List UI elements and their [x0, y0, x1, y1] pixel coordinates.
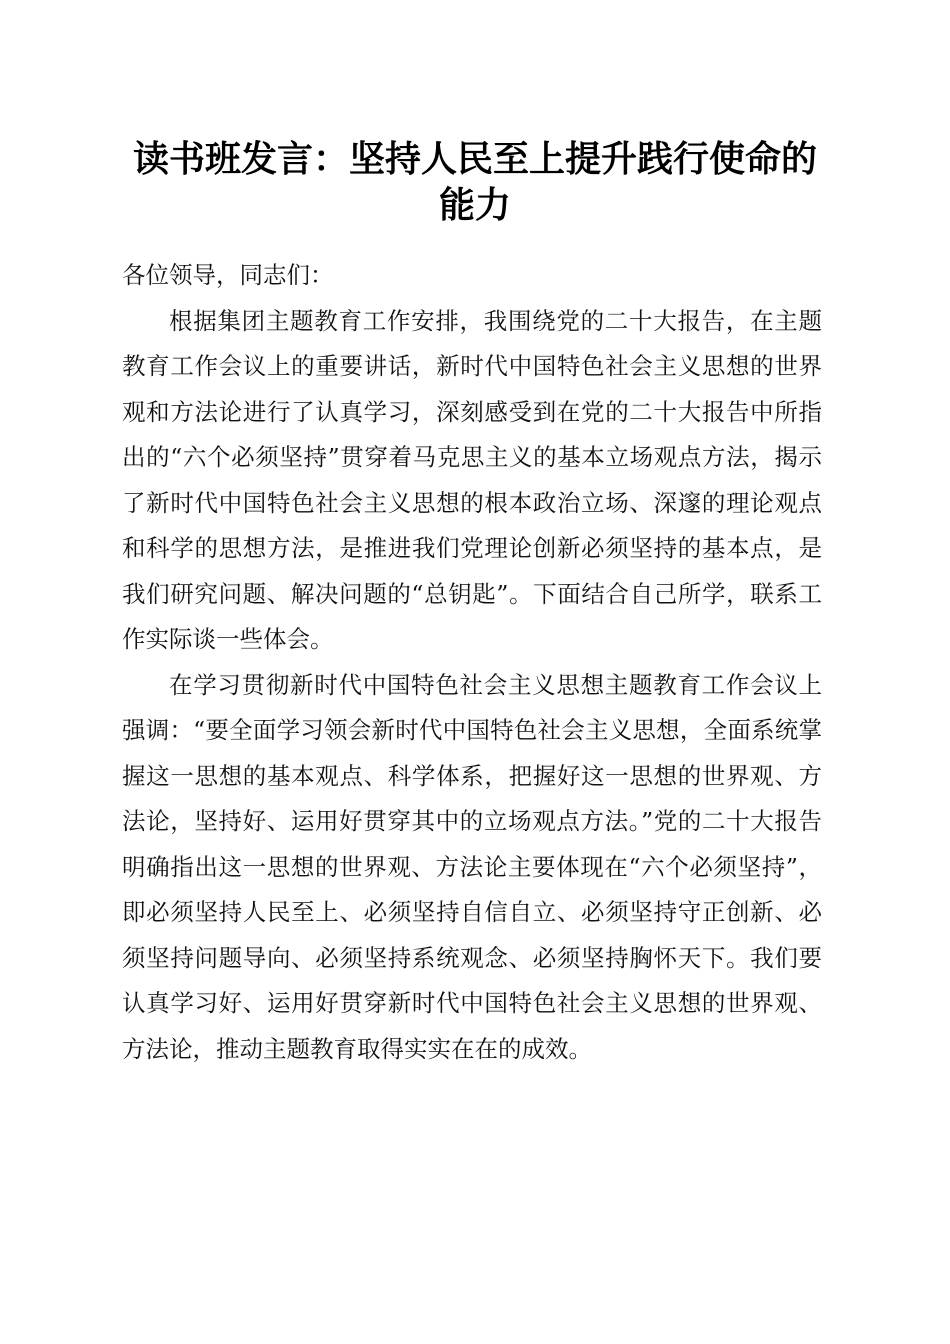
paragraph-2: 在学习贯彻新时代中国特色社会主义思想主题教育工作会议上强调：“要全面学习领会新时代中国特色社会主义思想，全面系统掌握这一思想的基本观点、科学体系，把握好这一思想的世界观、方法论，坚持好、运用好贯穿其中的立场观点方法。”党的二十大报告明确指出这一思想的世界观、方法论主要体现在“六个必须坚持”，即必须坚持人民至上、必须坚持自信自立、必须坚持守正创新、必须坚持问题导向、必须坚持系统观念、必须坚持胸怀天下。我们要认真学习好、运用好贯穿新时代中国特色社会主义思想的世界观、方法论，推动主题教育取得实实在在的成效。	[122, 670, 822, 1063]
salutation: 各位领导，同志们：	[122, 261, 334, 289]
document-body	[122, 253, 822, 1072]
document-title: 读书班发言：坚持人民至上提升践行使命的能力	[132, 138, 817, 226]
paragraph-1: 根据集团主题教育工作安排，我围绕党的二十大报告，在主题教育工作会议上的重要讲话，新时代中国特色社会主义思想的世界观和方法论进行了认真学习，深刻感受到在党的二十大报告中所指出的“六个必须坚持”贯穿着马克思主义的基本立场观点方法，揭示了新时代中国特色社会主义思想的根本政治立场、深邃的理论观点和科学的思想方法，是推进我们党理论创新必须坚持的基本点，是我们研究问题、解决问题的“总钥匙”。下面结合自己所学，联系工作实际谈一些体会。	[122, 306, 822, 653]
